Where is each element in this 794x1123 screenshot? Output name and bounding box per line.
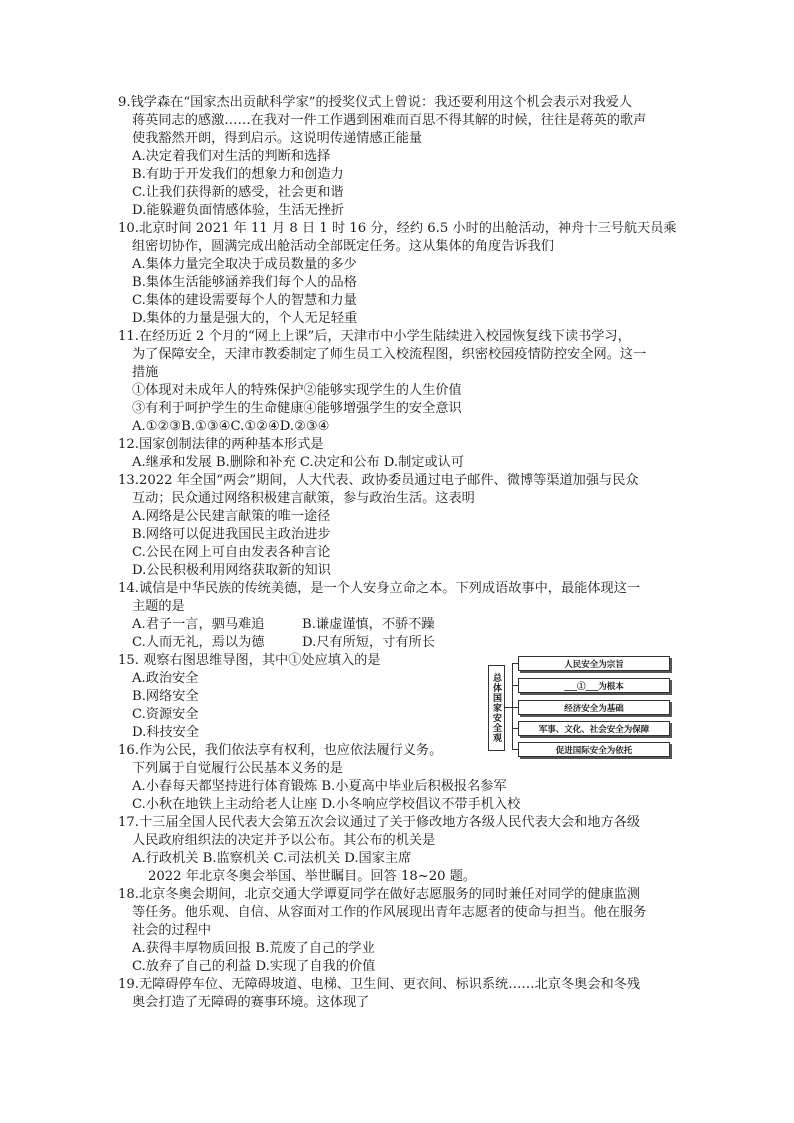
option-b: B.集体生活能够涵养我们每个人的品格	[132, 275, 357, 290]
question-stem: 9.钱学森在“国家杰出贡献科学家”的授奖仪式上曾说：我还要利用这个机会表示对我爱人	[118, 95, 632, 110]
options-row: C.放弃了自己的利益 D.实现了自我的价值	[132, 959, 376, 974]
question-18	[118, 886, 678, 976]
option-c: C.资源安全	[132, 707, 199, 722]
question-stem: 13.2022 年全国“两会”期间，人大代表、政协委员通过电子邮件、微博等渠道加强与民众	[118, 473, 639, 488]
question-stem: 使我豁然开朗，得到启示。这说明传递情感正能量	[132, 131, 423, 146]
question-stem: 10.北京时间 2021 年 11 月 8 日 1 时 16 分，经约 6.5 小时的出舱活动，神舟十三号航天员乘	[118, 221, 677, 236]
question-stem: 互动；民众通过网络积极建言献策，参与政治生活。这表明	[132, 491, 475, 506]
options-row: A.小春每天都坚持进行体育锻炼 B.小夏高中毕业后积极报名参军	[132, 779, 507, 794]
mind-map-branch: 人民安全为宗旨	[518, 656, 670, 671]
option-a: A.集体力量完全取决于成员数量的多少	[132, 257, 357, 272]
options-row: A.继承和发展 B.删除和补充 C.决定和公布 D.制定或认可	[132, 455, 465, 470]
question-12	[118, 436, 678, 472]
options-row: A.行政机关 B.监察机关 C.司法机关 D.国家主席	[132, 851, 412, 866]
mind-map-branch: 军事、文化、社会安全为保障	[518, 721, 670, 736]
question-stem: 主题的是	[132, 599, 185, 614]
question-stem: 19.无障碍停车位、无障碍坡道、电梯、卫生间、更衣间、标识系统……北京冬奥会和冬残	[118, 977, 641, 992]
question-10	[118, 220, 678, 328]
option-a: A.网络是公民建言献策的唯一途径	[132, 509, 331, 524]
mind-map-branch: 促进国际安全为依托	[518, 742, 670, 757]
question-stem: 17.十三届全国人民代表大会第五次会议通过了关于修改地方各级人民代表大会和地方各级	[118, 815, 641, 830]
option-d: D.能躲避负面情感体验，生活无挫折	[132, 203, 345, 218]
option-c: C.集体的建设需要每个人的智慧和力量	[132, 293, 357, 308]
options-row: A.①②③B.①③④C.①②④D.②③④	[132, 419, 330, 434]
question-stem: 等任务。他乐观、自信、从容面对工作的作风展现出青年志愿者的使命与担当。他在服务	[132, 905, 647, 920]
option-c: C.人而无礼，焉以为德	[132, 635, 265, 650]
question-stem: 18.北京冬奥会期间，北京交通大学谭夏同学在做好志愿服务的同时兼任对同学的健康监测	[118, 887, 641, 902]
connector-line	[505, 707, 512, 708]
option-a: A.君子一言，驷马难追	[132, 617, 265, 632]
option-d: D.集体的力量是强大的，个人无足轻重	[132, 311, 358, 326]
question-13	[118, 472, 678, 580]
connector-line	[512, 663, 513, 749]
question-stem: 11.在经历近 2 个月的“网上上课”后，天津市中小学生陆续进入校园恢复线下读书学习，	[118, 329, 631, 344]
option-d: D.尺有所短，寸有所长	[302, 635, 435, 650]
mind-map-figure	[488, 655, 676, 755]
question-stem: 14.诚信是中华民族的传统美德，是一个人安身立命之本。下列成语故事中，最能体现这一	[118, 581, 641, 596]
question-stem: 组密切协作，圆满完成出舱活动全部既定任务。这从集体的角度告诉我们	[132, 239, 554, 254]
statement-list: ①体现对未成年人的特殊保护②能够实现学生的人生价值	[132, 383, 462, 398]
options-row	[118, 634, 678, 652]
question-17	[118, 814, 678, 868]
question-19	[118, 976, 678, 1012]
option-c: C.让我们获得新的感受，社会更和谐	[132, 185, 344, 200]
mind-map-branch: 经济安全为基础	[518, 700, 670, 715]
question-stem: 社会的过程中	[132, 923, 212, 938]
option-d: D.公民积极利用网络获取新的知识	[132, 563, 331, 578]
exam-page	[118, 94, 678, 1012]
options-row	[118, 616, 678, 634]
option-d: D.科技安全	[132, 725, 200, 740]
option-b: B.网络安全	[132, 689, 199, 704]
question-stem: 措施	[132, 365, 159, 380]
question-stem: 奥会打造了无障碍的赛事环境。这体现了	[132, 995, 370, 1010]
option-b: B.有助于开发我们的想象力和创造力	[132, 167, 344, 182]
question-stem: 12.国家创制法律的两种基本形式是	[118, 437, 324, 452]
mind-map-root: 总体国家安全观	[488, 665, 505, 751]
options-row: C.小秋在地铁上主动给老人让座 D.小冬响应学校倡议不带手机入校	[132, 797, 521, 812]
option-c: C.公民在网上可自由发表各种言论	[132, 545, 331, 560]
question-11	[118, 328, 678, 436]
question-stem: 15. 观察右图思维导图，其中①处应填入的是	[118, 653, 381, 668]
statement-list: ③有利于呵护学生的生命健康④能够增强学生的安全意识	[132, 401, 462, 416]
option-b: B.谦虚谨慎，不骄不躁	[302, 617, 435, 632]
question-stem: 下列属于自觉履行公民基本义务的是	[132, 761, 343, 776]
section-lead: 2022 年北京冬奥会举国、举世瞩目。回答 18~20 题。	[148, 869, 477, 884]
question-stem: 蒋英同志的感激……在我对一件工作遇到困难而百思不得其解的时候，往往是蒋英的歌声	[132, 113, 647, 128]
options-row: A.获得丰厚物质回报 B.荒废了自己的学业	[132, 941, 375, 956]
question-stem: 16.作为公民，我们依法享有权利，也应依法履行义务。	[118, 743, 443, 758]
mind-map-branch: ___①___为根本	[518, 678, 670, 693]
option-a: A.决定着我们对生活的判断和选择	[132, 149, 331, 164]
question-14	[118, 580, 678, 652]
question-stem: 为了保障安全，天津市教委制定了师生员工入校流程图，织密校园疫情防控安全网。这一	[132, 347, 647, 362]
option-a: A.政治安全	[132, 671, 199, 686]
option-b: B.网络可以促进我国民主政治进步	[132, 527, 331, 542]
question-9	[118, 94, 678, 220]
question-stem: 人民政府组织法的决定并予以公布。其公布的机关是	[132, 833, 436, 848]
